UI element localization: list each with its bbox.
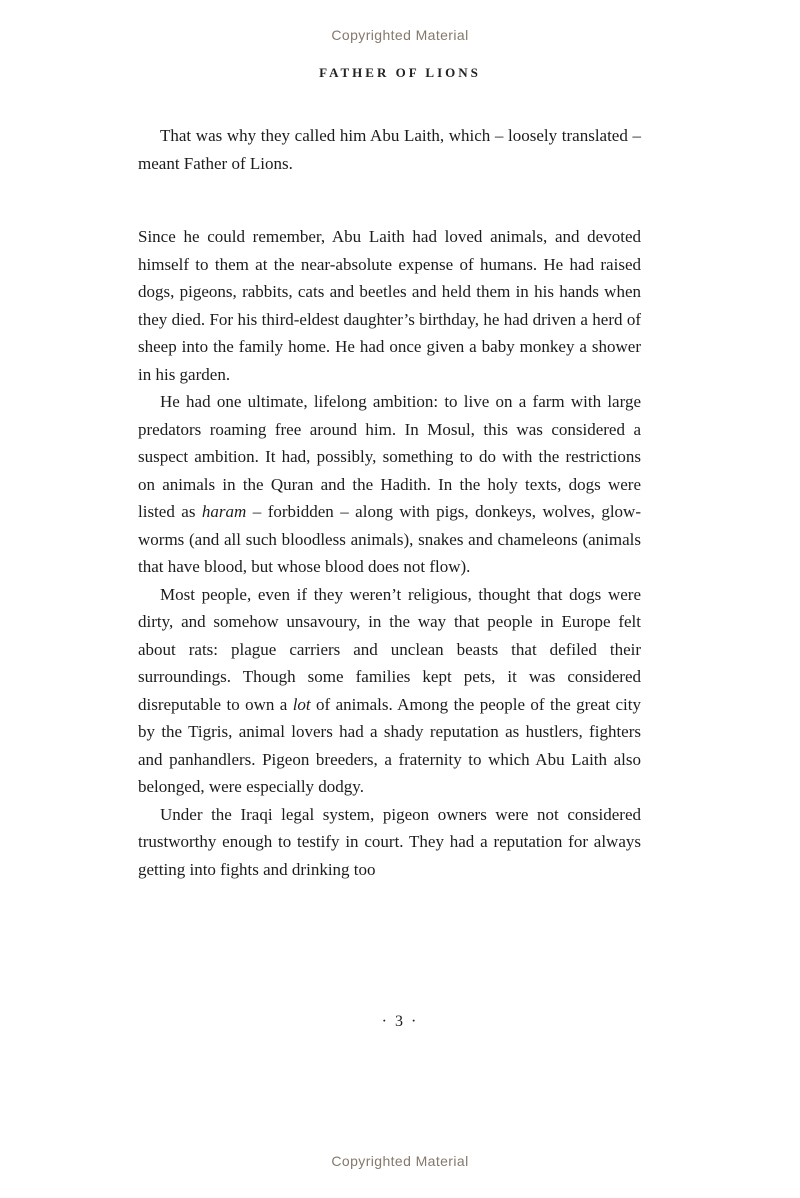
text-segment: Under the Iraqi legal system, pigeon owners were not considered trustworthy enough to testify in court. They had a reputation for always getting into fights and drinking too bbox=[138, 804, 641, 879]
text-segment: Most people, even if they weren’t religious, thought that dogs were dirty, and somehow unsavoury, in the way that people in Europe felt about rats: plague carriers and unclean beasts that defiled their surroundings. Though some families kept pets, it was considered disreputable to own a bbox=[138, 584, 641, 714]
text-segment: Since he could remember, Abu Laith had loved animals, and devoted himself to them at the near-absolute expense of humans. He had raised dogs, pigeons, rabbits, cats and beetles and held them in his hands when they died. For his third-eldest daughter’s birthday, he had driven a herd of sheep into the family home. He had once given a baby monkey a shower in his garden. bbox=[138, 227, 641, 384]
paragraph bbox=[138, 122, 641, 177]
paragraph bbox=[138, 801, 641, 884]
paragraph bbox=[138, 581, 641, 801]
body-text bbox=[138, 122, 641, 883]
copyright-notice-top: Copyrighted Material bbox=[331, 27, 469, 43]
text-segment: – forbidden – along with pigs, donkeys, wolves, glow-worms (and all such bloodless animals), snakes and chameleons (animals that have blood, but whose blood does not flow). bbox=[138, 502, 641, 576]
text-segment: of animals. Among the people of the great city by the Tigris, animal lovers had a shady reputation as hustlers, fighters and panhandlers. Pigeon breeders, a fraternity to which Abu Laith also belonged, were especially dodgy. bbox=[138, 694, 641, 796]
copyright-notice-bottom: Copyrighted Material bbox=[331, 1153, 469, 1169]
book-header-title: FATHER OF LIONS bbox=[319, 65, 481, 80]
italic-text-segment: haram bbox=[201, 502, 247, 521]
text-segment: That was why they called him Abu Laith, which – loosely translated – meant Father of Lions. bbox=[138, 126, 641, 173]
paragraph bbox=[138, 388, 641, 581]
page-number: · 3 · bbox=[381, 1013, 419, 1030]
italic-text-segment: lot bbox=[292, 694, 311, 714]
text-segment: He had one ultimate, lifelong ambition: to live on a farm with large predators roaming free around him. In Mosul, this was considered a suspect ambition. It had, possibly, something to do with the restrictions on animals in the Quran and the Hadith. In the holy texts, dogs were listed as bbox=[138, 392, 641, 521]
paragraph bbox=[138, 223, 641, 388]
